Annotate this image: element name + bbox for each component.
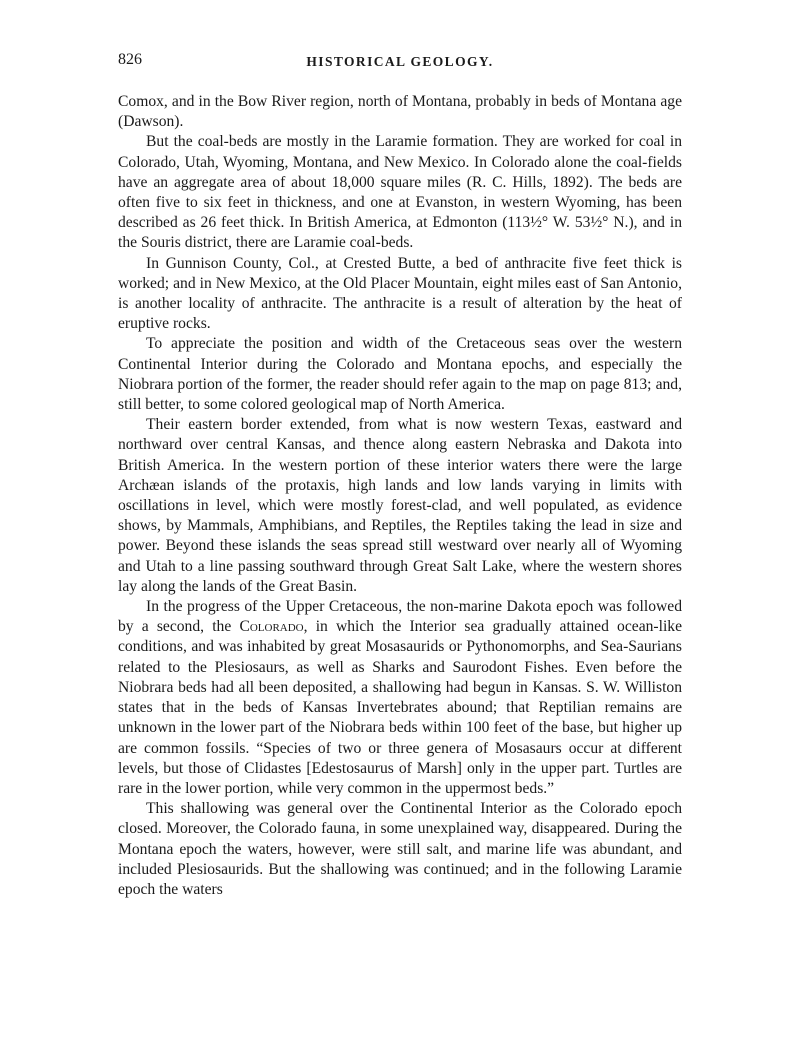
page-body — [118, 92, 682, 900]
page-number: 826 — [118, 51, 142, 68]
running-head: HISTORICAL GEOLOGY. — [306, 54, 494, 69]
paragraph-cretaceous-seas: To appreciate the position and width of the Cretaceous seas over the western Continental Interior during the Colorado and Montana epochs, and especially the Niobrara portion of the former, the reader should refer again to the map on page 813; and, still better, to some colored geological map of North America. — [118, 335, 682, 414]
epoch-name-colorado: Colorado — [239, 618, 304, 636]
paragraph-text: In the progress of the Upper Cretaceous, the non-marine Dakota epoch was followed by a second, the — [118, 598, 682, 636]
paragraph-continuation: Comox, and in the Bow River region, north of Montana, probably in beds of Montana age (Dawson). — [118, 93, 682, 131]
page-header — [118, 50, 682, 76]
paragraph-upper-cretaceous — [118, 597, 682, 799]
paragraph-text: , in which the Interior sea gradually attained ocean-like conditions, and was inhabited by great Mosasaurids or Pythonomorphs, and Sea-Saurians related to the Plesiosaurs, as well as Sharks and Saurodont Fishes. Even before the Niobrara beds had all been deposited, a shallowing had begun in Kansas. S. W. Williston states that in the beds of Kansas Invertebrates abound; that Reptilian remains are unknown in the lower part of the Niobrara beds within 100 feet of the base, but higher up are common fossils. “Species of two or three genera of Mosasaurs occur at different levels, but those of Clidastes [Edestosaurus of Marsh] only in the upper part. Turtles are rare in the lower portion, while very common in the uppermost beds.” — [118, 618, 682, 797]
paragraph-shallowing: This shallowing was general over the Continental Interior as the Colorado epoch closed. Moreover, the Colorado fauna, in some unexplained way, disappeared. During the Montana epoch the waters, however, were still salt, and marine life was abundant, and included Plesiosaurids. But the shallowing was continued; and in the following Laramie epoch the waters — [118, 800, 682, 898]
paragraph-coal-beds: But the coal-beds are mostly in the Laramie formation. They are worked for coal in Colorado, Utah, Wyoming, Montana, and New Mexico. In Colorado alone the coal-fields have an aggregate area of about 18,000 square miles (R. C. Hills, 1892). The beds are often five to six feet in thickness, and one at Evanston, in western Wyoming, has been described as 26 feet thick. In British America, at Edmonton (113½° W. 53½° N.), and in the Souris district, there are Laramie coal-beds. — [118, 133, 682, 252]
paragraph-anthracite: In Gunnison County, Col., at Crested Butte, a bed of anthracite five feet thick is worked; and in New Mexico, at the Old Placer Mountain, eight miles east of San Antonio, is another locality of anthracite. The anthracite is a result of alteration by the heat of eruptive rocks. — [118, 254, 682, 333]
paragraph-eastern-border: Their eastern border extended, from what is now western Texas, eastward and northward over central Kansas, and thence along eastern Nebraska and Dakota into British America. In the western portion of these interior waters there were the large Archæan islands of the protaxis, high lands and low lands varying in limits with oscillations in level, which were mostly forest-clad, and well populated, as evidence shows, by Mammals, Amphibians, and Reptiles, the Reptiles taking the lead in size and power. Beyond these islands the seas spread still westward over nearly all of Wyoming and Utah to a line passing southward through Great Salt Lake, where the western shores lay along the lands of the Great Basin. — [118, 416, 682, 595]
